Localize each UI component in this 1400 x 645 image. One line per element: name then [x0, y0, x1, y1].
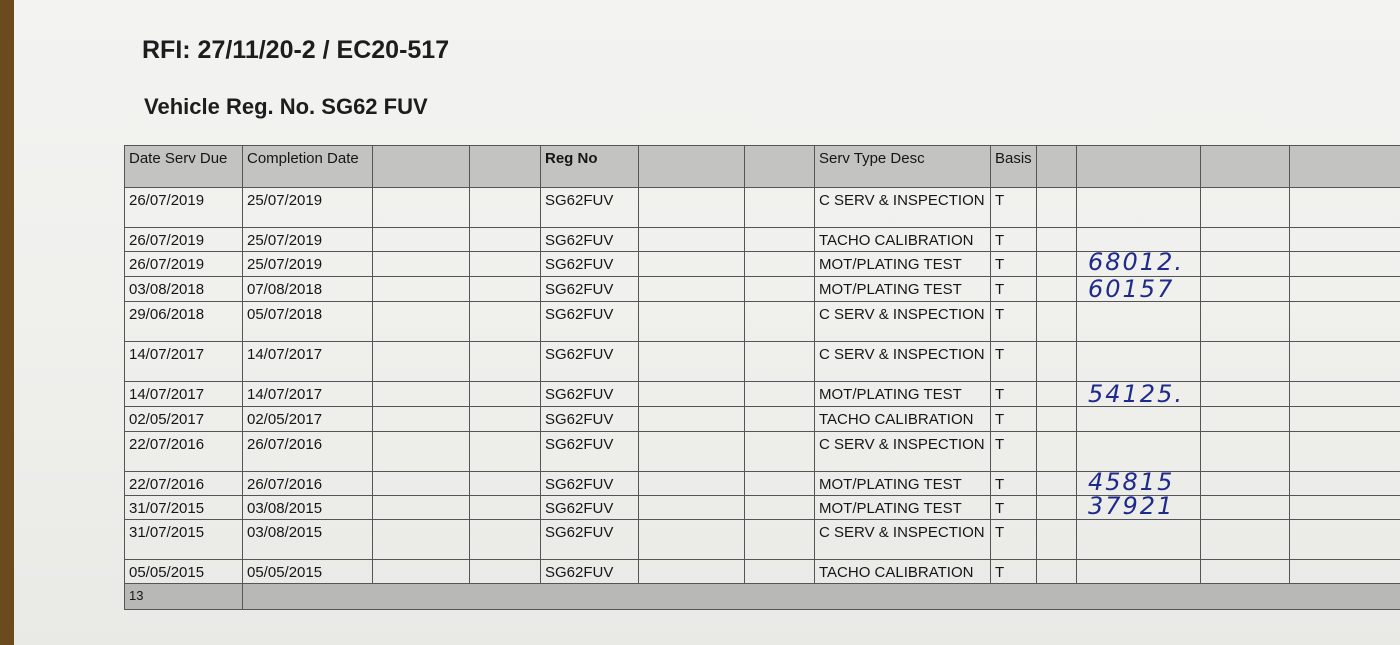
handwritten-mileage: 54125.	[1088, 380, 1184, 408]
empty-cell	[470, 472, 541, 496]
empty-cell	[639, 472, 745, 496]
empty-cell	[373, 496, 470, 520]
table-cell: SG62FUV	[541, 407, 639, 432]
table-cell: C SERV & INSPECTION	[815, 302, 991, 342]
table-cell: SG62FUV	[541, 496, 639, 520]
empty-cell	[470, 302, 541, 342]
empty-cell	[1290, 302, 1400, 342]
column-header: Basis	[991, 146, 1037, 188]
service-history-table	[124, 145, 1400, 610]
table-cell: T	[991, 472, 1037, 496]
empty-cell	[1037, 496, 1077, 520]
table-cell: TACHO CALIBRATION	[815, 407, 991, 432]
footer-bar	[243, 584, 1400, 610]
empty-cell	[745, 560, 815, 584]
table-cell: SG62FUV	[541, 277, 639, 302]
empty-cell	[745, 188, 815, 228]
empty-cell	[1201, 188, 1290, 228]
empty-cell	[1201, 560, 1290, 584]
table-cell: T	[991, 560, 1037, 584]
record-count: 13	[125, 584, 243, 610]
table-cell: SG62FUV	[541, 520, 639, 560]
table-cell: 05/05/2015	[243, 560, 373, 584]
empty-cell	[1037, 472, 1077, 496]
empty-cell	[1290, 560, 1400, 584]
table-cell: 14/07/2017	[125, 382, 243, 407]
empty-cell	[639, 407, 745, 432]
empty-cell	[1037, 228, 1077, 252]
empty-cell	[373, 277, 470, 302]
empty-cell	[639, 342, 745, 382]
table-cell: MOT/PLATING TEST	[815, 496, 991, 520]
empty-cell	[1077, 188, 1201, 228]
table-cell: 26/07/2016	[243, 472, 373, 496]
table-cell: 03/08/2015	[243, 496, 373, 520]
empty-cell	[639, 520, 745, 560]
table-cell: SG62FUV	[541, 560, 639, 584]
empty-cell	[745, 302, 815, 342]
column-header	[1077, 146, 1201, 188]
empty-cell	[373, 407, 470, 432]
empty-cell	[639, 228, 745, 252]
table-cell: T	[991, 520, 1037, 560]
table-cell: 25/07/2019	[243, 228, 373, 252]
empty-cell	[1290, 277, 1400, 302]
vehicle-reg-heading: Vehicle Reg. No. SG62 FUV	[144, 94, 428, 119]
table-cell: SG62FUV	[541, 382, 639, 407]
table-cell: T	[991, 342, 1037, 382]
empty-cell	[639, 302, 745, 342]
column-header	[639, 146, 745, 188]
table-cell: T	[991, 382, 1037, 407]
table-cell: T	[991, 277, 1037, 302]
empty-cell	[373, 472, 470, 496]
empty-cell	[1201, 407, 1290, 432]
empty-cell	[373, 188, 470, 228]
table-cell: 05/07/2018	[243, 302, 373, 342]
empty-cell	[1077, 342, 1201, 382]
empty-cell	[1077, 432, 1201, 472]
empty-cell	[470, 188, 541, 228]
table-cell: T	[991, 407, 1037, 432]
empty-cell	[373, 228, 470, 252]
empty-cell	[745, 520, 815, 560]
column-header	[1201, 146, 1290, 188]
empty-cell	[1290, 188, 1400, 228]
table-cell: C SERV & INSPECTION	[815, 520, 991, 560]
table-cell: 26/07/2019	[125, 252, 243, 277]
table-cell: SG62FUV	[541, 252, 639, 277]
table-cell: MOT/PLATING TEST	[815, 472, 991, 496]
table-cell: SG62FUV	[541, 302, 639, 342]
table-cell: 02/05/2017	[125, 407, 243, 432]
table-cell: 14/07/2017	[125, 342, 243, 382]
table-cell: T	[991, 302, 1037, 342]
empty-cell	[470, 560, 541, 584]
table-cell: C SERV & INSPECTION	[815, 342, 991, 382]
table-cell: 26/07/2019	[125, 228, 243, 252]
table-cell: C SERV & INSPECTION	[815, 432, 991, 472]
empty-cell	[745, 228, 815, 252]
empty-cell	[1201, 432, 1290, 472]
empty-cell	[470, 228, 541, 252]
table-cell: 02/05/2017	[243, 407, 373, 432]
empty-cell	[470, 382, 541, 407]
empty-cell	[373, 302, 470, 342]
table-cell: C SERV & INSPECTION	[815, 188, 991, 228]
empty-cell	[1290, 472, 1400, 496]
empty-cell	[639, 496, 745, 520]
empty-cell	[745, 407, 815, 432]
empty-cell	[1201, 302, 1290, 342]
table-cell: T	[991, 228, 1037, 252]
empty-cell	[1290, 382, 1400, 407]
empty-cell	[1037, 407, 1077, 432]
table-cell: SG62FUV	[541, 228, 639, 252]
table-cell: 31/07/2015	[125, 520, 243, 560]
empty-cell	[1290, 228, 1400, 252]
table-cell: T	[991, 432, 1037, 472]
empty-cell	[1201, 382, 1290, 407]
empty-cell	[639, 252, 745, 277]
empty-cell	[373, 560, 470, 584]
empty-cell	[1290, 520, 1400, 560]
table-cell: 14/07/2017	[243, 342, 373, 382]
column-header: Date Serv Due	[125, 146, 243, 188]
empty-cell	[470, 496, 541, 520]
table-cell: T	[991, 188, 1037, 228]
empty-cell	[1037, 432, 1077, 472]
empty-cell	[1037, 188, 1077, 228]
column-header	[1037, 146, 1077, 188]
empty-cell	[373, 520, 470, 560]
table-cell: 22/07/2016	[125, 472, 243, 496]
table-cell: 03/08/2015	[243, 520, 373, 560]
empty-cell	[745, 472, 815, 496]
empty-cell	[1201, 252, 1290, 277]
empty-cell	[1037, 342, 1077, 382]
empty-cell	[1290, 407, 1400, 432]
handwritten-mileage: 60157	[1088, 275, 1175, 303]
table-cell: MOT/PLATING TEST	[815, 382, 991, 407]
table-cell: TACHO CALIBRATION	[815, 228, 991, 252]
table-cell: MOT/PLATING TEST	[815, 252, 991, 277]
empty-cell	[470, 407, 541, 432]
empty-cell	[745, 496, 815, 520]
empty-cell	[745, 342, 815, 382]
empty-cell	[1290, 432, 1400, 472]
empty-cell	[1201, 228, 1290, 252]
empty-cell	[745, 382, 815, 407]
empty-cell	[373, 382, 470, 407]
empty-cell	[639, 277, 745, 302]
column-header: Serv Type Desc	[815, 146, 991, 188]
empty-cell	[1201, 342, 1290, 382]
table-cell: MOT/PLATING TEST	[815, 277, 991, 302]
empty-cell	[1077, 520, 1201, 560]
empty-cell	[1290, 496, 1400, 520]
table-cell: 29/06/2018	[125, 302, 243, 342]
empty-cell	[745, 432, 815, 472]
empty-cell	[639, 188, 745, 228]
table-cell: 26/07/2016	[243, 432, 373, 472]
empty-cell	[1077, 407, 1201, 432]
empty-cell	[1037, 520, 1077, 560]
empty-cell	[470, 252, 541, 277]
empty-cell	[373, 342, 470, 382]
empty-cell	[1201, 496, 1290, 520]
handwritten-mileage: 68012.	[1088, 248, 1184, 276]
table-cell: 07/08/2018	[243, 277, 373, 302]
table-cell: SG62FUV	[541, 472, 639, 496]
column-header	[745, 146, 815, 188]
table-cell: 03/08/2018	[125, 277, 243, 302]
table-cell: 14/07/2017	[243, 382, 373, 407]
empty-cell	[745, 277, 815, 302]
handwritten-mileage: 37921	[1088, 492, 1175, 520]
table-cell: T	[991, 252, 1037, 277]
empty-cell	[373, 432, 470, 472]
empty-cell	[745, 252, 815, 277]
table-cell: 25/07/2019	[243, 252, 373, 277]
column-header	[373, 146, 470, 188]
empty-cell	[1037, 277, 1077, 302]
empty-cell	[470, 342, 541, 382]
column-header	[470, 146, 541, 188]
empty-cell	[1077, 302, 1201, 342]
empty-cell	[470, 277, 541, 302]
empty-cell	[1037, 560, 1077, 584]
empty-cell	[1201, 520, 1290, 560]
column-header: Completion Date	[243, 146, 373, 188]
empty-cell	[1201, 277, 1290, 302]
empty-cell	[1037, 252, 1077, 277]
show-through-text	[612, 9, 1235, 141]
empty-cell	[1201, 472, 1290, 496]
column-header	[1290, 146, 1400, 188]
empty-cell	[470, 432, 541, 472]
empty-cell	[639, 432, 745, 472]
empty-cell	[1037, 302, 1077, 342]
table-cell: 26/07/2019	[125, 188, 243, 228]
column-header: Reg No	[541, 146, 639, 188]
table-cell: 31/07/2015	[125, 496, 243, 520]
empty-cell	[639, 382, 745, 407]
table-cell: 25/07/2019	[243, 188, 373, 228]
empty-cell	[639, 560, 745, 584]
empty-cell	[1290, 252, 1400, 277]
empty-cell	[1290, 342, 1400, 382]
handwritten-mileage: 45815	[1088, 468, 1175, 496]
empty-cell	[1077, 560, 1201, 584]
table-cell: 05/05/2015	[125, 560, 243, 584]
table-cell: SG62FUV	[541, 432, 639, 472]
empty-cell	[373, 252, 470, 277]
rfi-title: RFI: 27/11/20-2 / EC20-517	[142, 36, 450, 64]
table-cell: SG62FUV	[541, 342, 639, 382]
empty-cell	[470, 520, 541, 560]
table-cell: 22/07/2016	[125, 432, 243, 472]
table-cell: SG62FUV	[541, 188, 639, 228]
empty-cell	[1037, 382, 1077, 407]
table-cell: T	[991, 496, 1037, 520]
table-cell: TACHO CALIBRATION	[815, 560, 991, 584]
